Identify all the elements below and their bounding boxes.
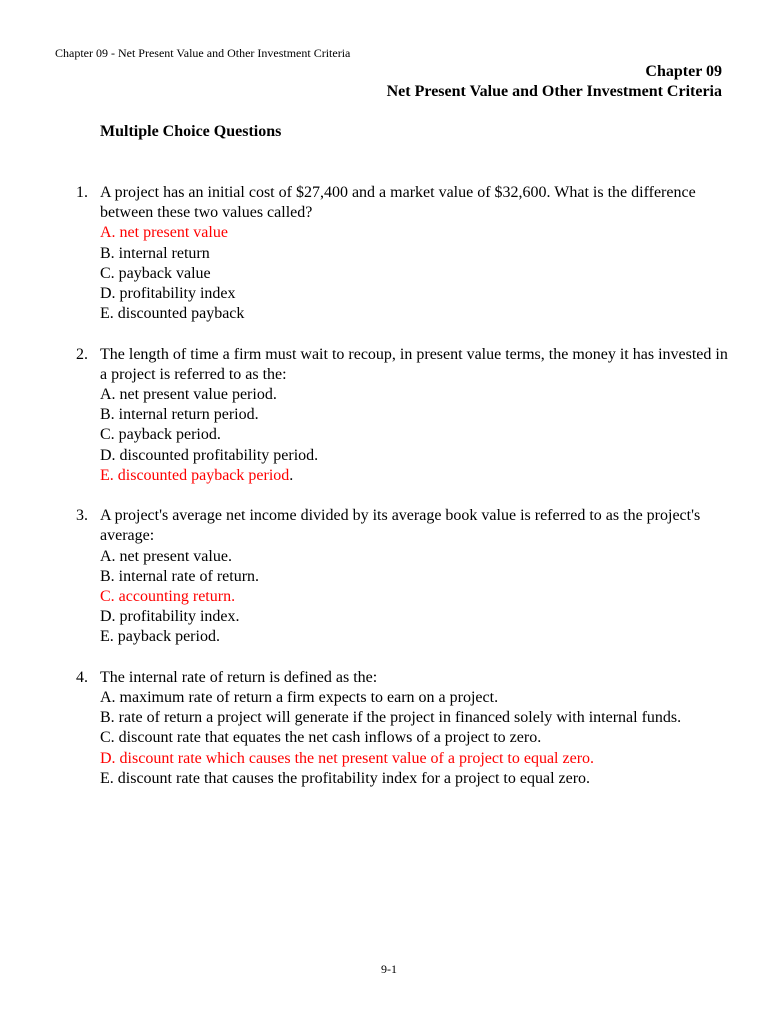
answer-option-e <box>100 466 736 486</box>
option-text: C. accounting return. <box>100 588 236 606</box>
running-header: Chapter 09 - Net Present Value and Other Investment Criteria <box>55 46 351 60</box>
option-text: E. discounted payback period <box>100 466 290 484</box>
question-number: 2. <box>76 345 88 363</box>
option-suffix: . <box>289 466 294 484</box>
question-stem: A project has an initial cost of $27,400 and a market value of $32,600. What is the difference between these two values called? <box>100 184 696 222</box>
question-4 <box>76 668 736 789</box>
option-text: A. net present value <box>100 224 228 242</box>
option-text: B. internal return <box>100 244 210 262</box>
answer-option-b <box>100 708 736 728</box>
answer-option-a <box>100 223 736 243</box>
question-2 <box>76 345 736 486</box>
question-list <box>76 183 736 809</box>
question-number: 4. <box>76 668 88 686</box>
answer-option-b <box>100 567 736 587</box>
option-text: E. discount rate that causes the profitability index for a project to equal zero. <box>100 769 591 787</box>
answer-option-c <box>100 587 736 607</box>
section-heading: Multiple Choice Questions <box>100 123 282 140</box>
option-text: C. payback value <box>100 264 211 282</box>
question-number: 3. <box>76 507 88 525</box>
question-stem: The length of time a firm must wait to recoup, in present value terms, the money it has invested in a project is referred to as the: <box>100 345 728 383</box>
option-text: D. discount rate which causes the net present value of a project to equal zero. <box>100 749 595 767</box>
answer-option-d <box>100 607 736 627</box>
option-text: D. profitability index. <box>100 608 240 626</box>
answer-option-d <box>100 284 736 304</box>
option-text: C. discount rate that equates the net cash inflows of a project to zero. <box>100 729 542 747</box>
answer-option-e <box>100 627 736 647</box>
answer-option-d <box>100 749 736 769</box>
answer-option-c <box>100 425 736 445</box>
option-text: E. payback period. <box>100 628 220 646</box>
question-1 <box>76 183 736 324</box>
option-text: A. net present value period. <box>100 386 277 404</box>
option-text: A. net present value. <box>100 547 232 565</box>
answer-option-a <box>100 547 736 567</box>
question-stem: The internal rate of return is defined as the: <box>100 668 378 686</box>
chapter-name: Net Present Value and Other Investment Criteria <box>386 83 722 100</box>
option-text: E. discounted payback <box>100 305 245 323</box>
page-number: 9-1 <box>381 962 397 976</box>
question-3 <box>76 506 736 647</box>
answer-option-b <box>100 405 736 425</box>
answer-option-e <box>100 304 736 324</box>
question-stem: A project's average net income divided by its average book value is referred to as the project's average: <box>100 507 701 545</box>
chapter-label: Chapter 09 <box>645 63 722 80</box>
answer-option-a <box>100 385 736 405</box>
chapter-title <box>387 62 722 102</box>
option-text: A. maximum rate of return a firm expects to earn on a project. <box>100 689 499 707</box>
option-text: B. internal return period. <box>100 406 259 424</box>
answer-option-d <box>100 446 736 466</box>
option-text: D. profitability index <box>100 285 236 303</box>
answer-option-c <box>100 264 736 284</box>
answer-option-c <box>100 728 736 748</box>
option-text: C. payback period. <box>100 426 221 444</box>
answer-option-a <box>100 688 736 708</box>
option-text: D. discounted profitability period. <box>100 446 319 464</box>
answer-option-b <box>100 244 736 264</box>
question-number: 1. <box>76 184 88 201</box>
option-text: B. internal rate of return. <box>100 567 260 585</box>
option-text: B. rate of return a project will generate if the project in financed solely with internal funds. <box>100 709 682 727</box>
answer-option-e <box>100 769 736 789</box>
